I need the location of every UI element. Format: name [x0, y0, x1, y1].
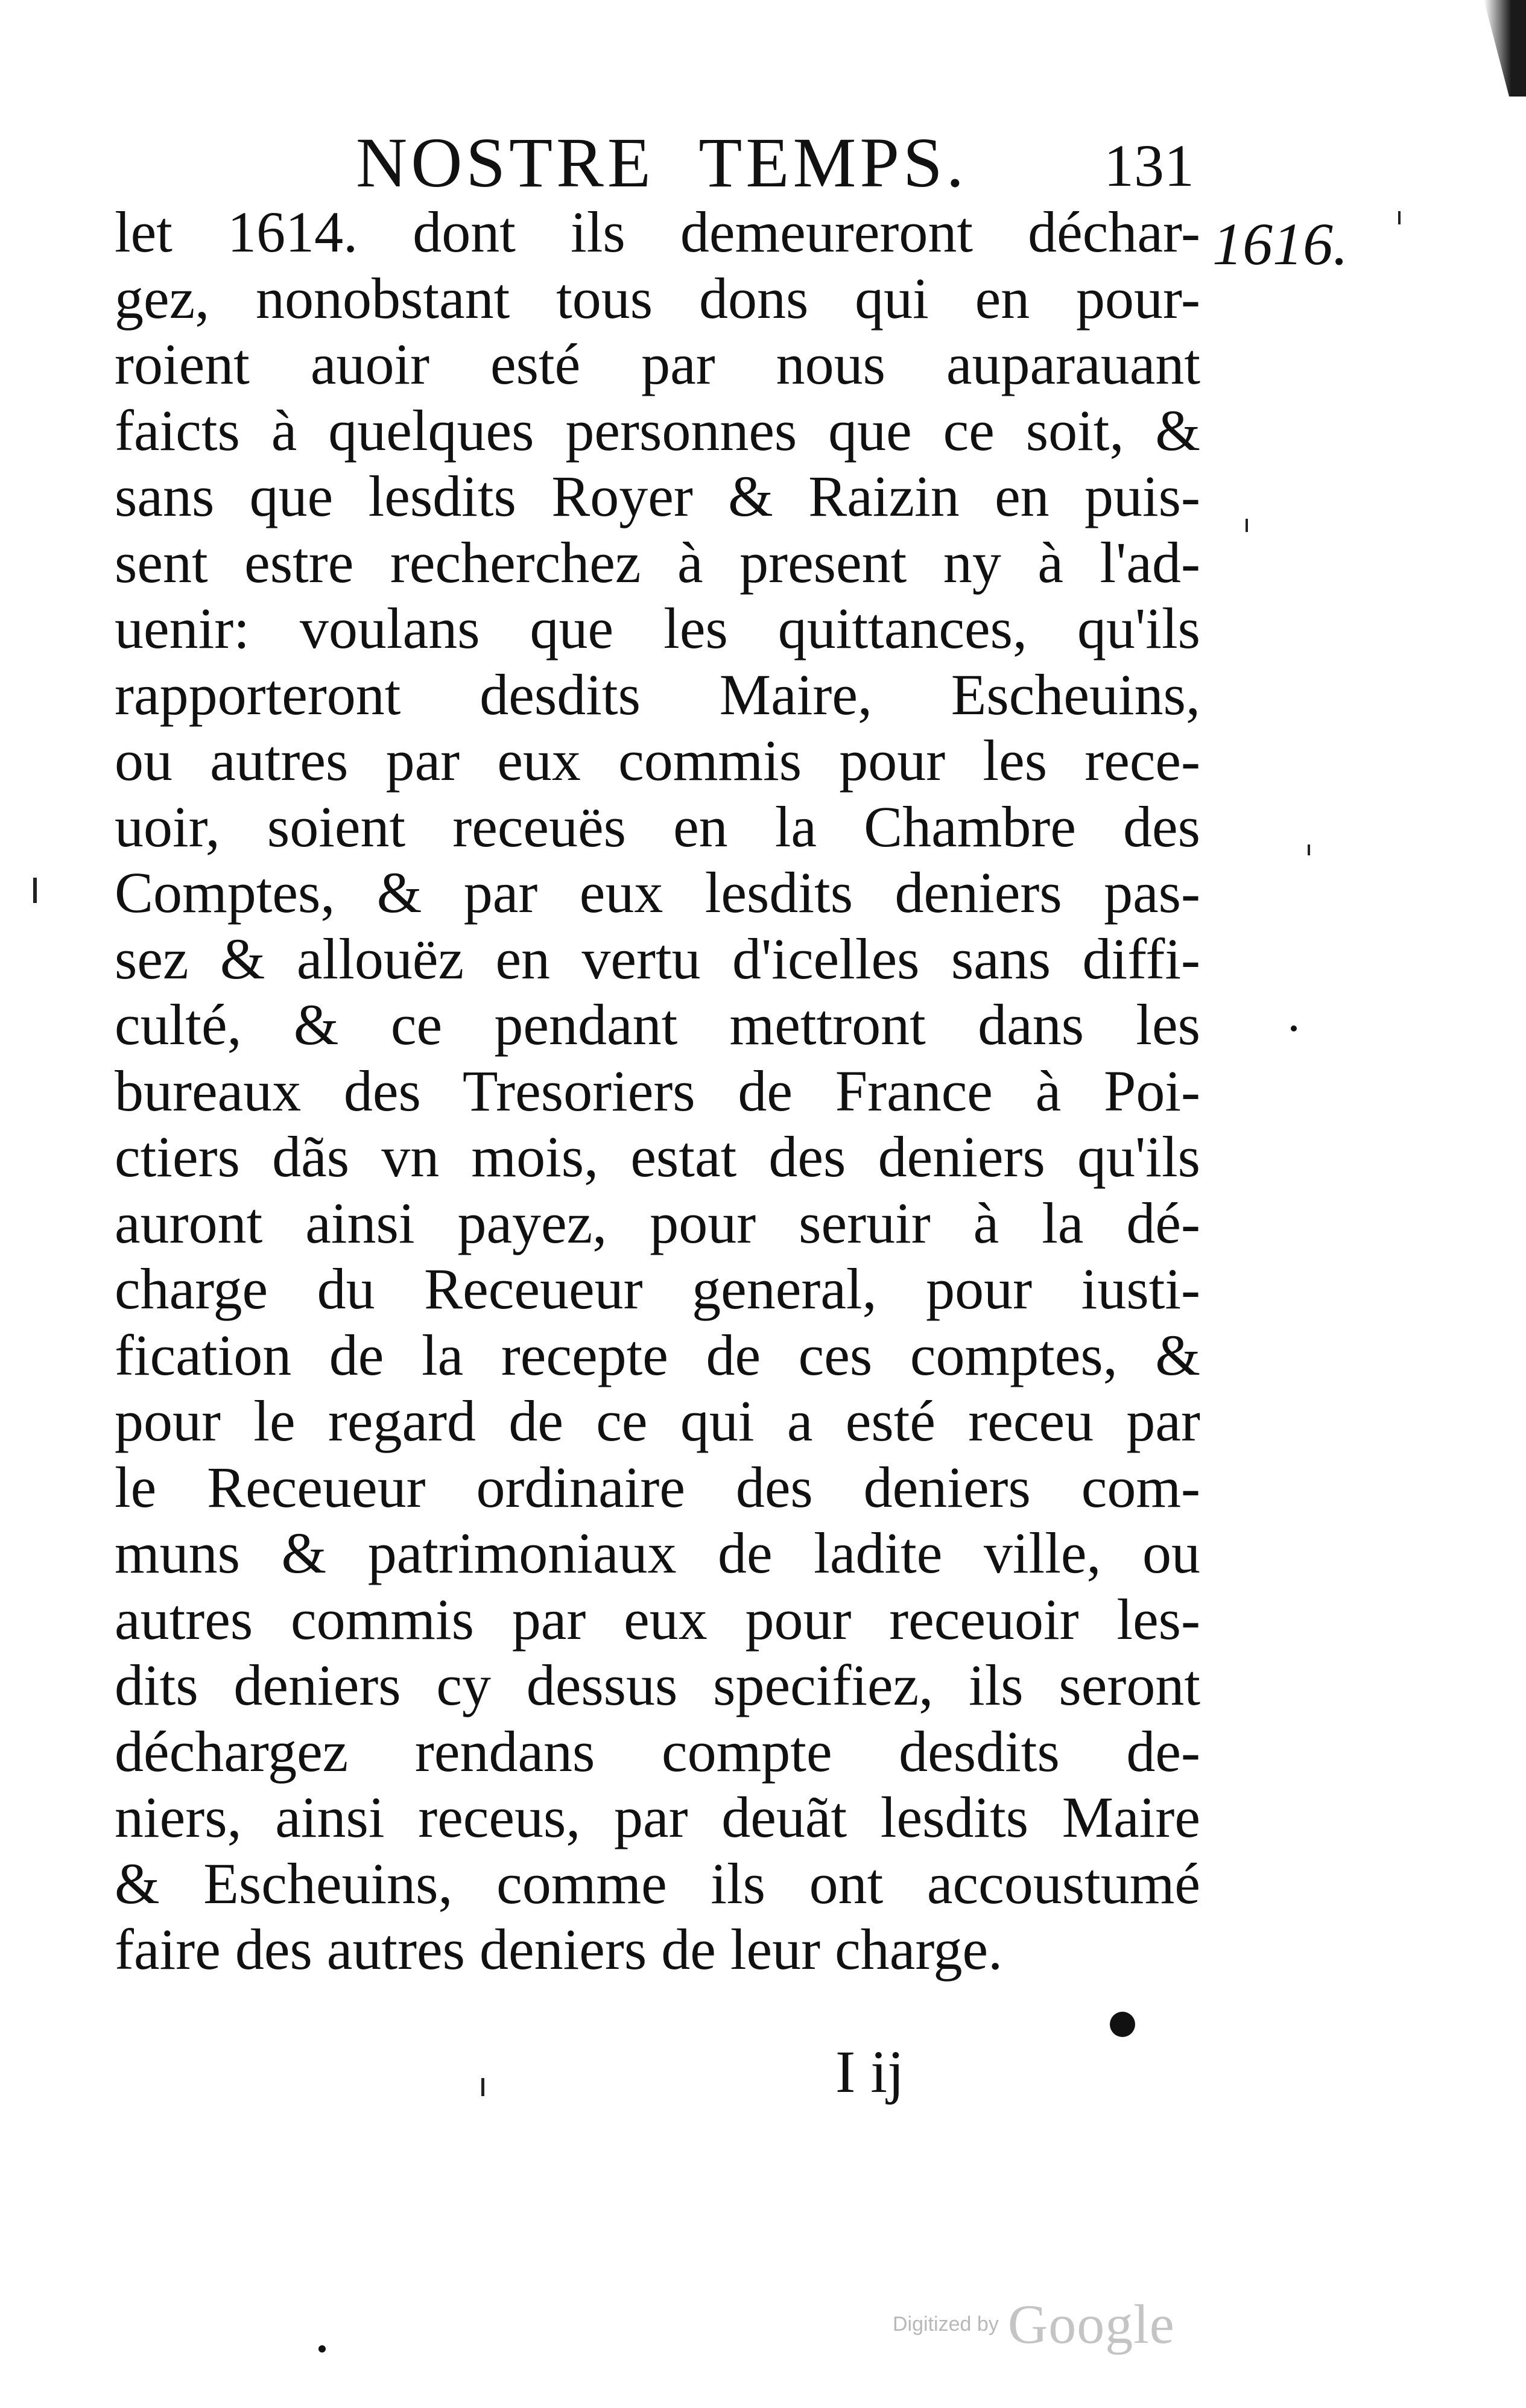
text-line: Comptes, & par eux lesdits deniers pas-	[115, 860, 1200, 925]
text-line: autres commis par eux pour receuoir les-	[115, 1586, 1200, 1652]
ink-blot	[1110, 2012, 1135, 2037]
stray-dot	[318, 2345, 326, 2353]
signature-mark: I ij	[835, 2038, 904, 2105]
text-line: sans que lesdits Royer & Raizin en puis-	[115, 464, 1200, 528]
text-line: let 1614. dont ils demeureront déchar-	[115, 200, 1200, 264]
body-text	[115, 199, 1200, 1983]
stray-dot	[1291, 1025, 1297, 1031]
text-line: & Escheuins, comme ils ont accoustumé	[115, 1851, 1200, 1916]
text-line: auront ainsi payez, pour seruir à la dé-	[115, 1190, 1200, 1255]
text-line: le Receueur ordinaire des deniers com-	[115, 1454, 1200, 1519]
page-number: 131	[1104, 132, 1194, 199]
scan-edge-shadow	[1484, 0, 1526, 97]
text-line: rapporteront desdits Maire, Escheuins,	[115, 662, 1200, 727]
margin-date: 1616.	[1212, 211, 1348, 277]
text-line: fication de la recepte de ces comptes, &	[115, 1322, 1200, 1387]
stray-mark	[33, 878, 37, 903]
text-line: culté, & ce pendant mettront dans les	[115, 992, 1200, 1057]
running-head: NOSTRE TEMPS.	[356, 123, 968, 202]
text-line: sent estre recherchez à present ny à l'ad-	[115, 530, 1200, 595]
page-header	[356, 124, 1261, 202]
text-line: pour le regard de ce qui a esté receu par	[115, 1389, 1200, 1453]
stray-mark	[1398, 211, 1401, 224]
text-line: niers, ainsi receus, par deuãt lesdits Maire	[115, 1785, 1200, 1849]
digitized-by-watermark	[893, 2292, 1175, 2359]
text-line: déchargez rendans compte desdits de-	[115, 1719, 1200, 1784]
stray-mark	[1246, 519, 1248, 532]
text-line: uenir: voulans que les quittances, qu'ils	[115, 596, 1200, 661]
text-line: roient auoir esté par nous auparauant	[115, 332, 1200, 396]
text-line: muns & patrimoniaux de ladite ville, ou	[115, 1521, 1200, 1585]
text-line: bureaux des Tresoriers de France à Poi-	[115, 1058, 1200, 1123]
text-line: sez & allouëz en vertu d'icelles sans diffi-	[115, 926, 1200, 991]
watermark-prefix: Digitized by	[893, 2312, 999, 2336]
text-line: faire des autres deniers de leur charge.	[115, 1917, 1003, 1982]
text-line: ou autres par eux commis pour les rece-	[115, 728, 1200, 793]
text-line: faicts à quelques personnes que ce soit, &	[115, 398, 1200, 463]
text-line: gez, nonobstant tous dons qui en pour-	[115, 265, 1200, 331]
text-line: ctiers dãs vn mois, estat des deniers qu'ils	[115, 1124, 1200, 1189]
google-logo: Google	[1007, 2293, 1175, 2355]
text-line: charge du Receueur general, pour iusti-	[115, 1256, 1200, 1321]
stray-mark	[1308, 844, 1310, 855]
text-line: uoir, soient receuës en la Chambre des	[115, 794, 1200, 859]
text-line: dits deniers cy dessus specifiez, ils seront	[115, 1653, 1200, 1717]
stray-mark	[481, 2078, 484, 2096]
